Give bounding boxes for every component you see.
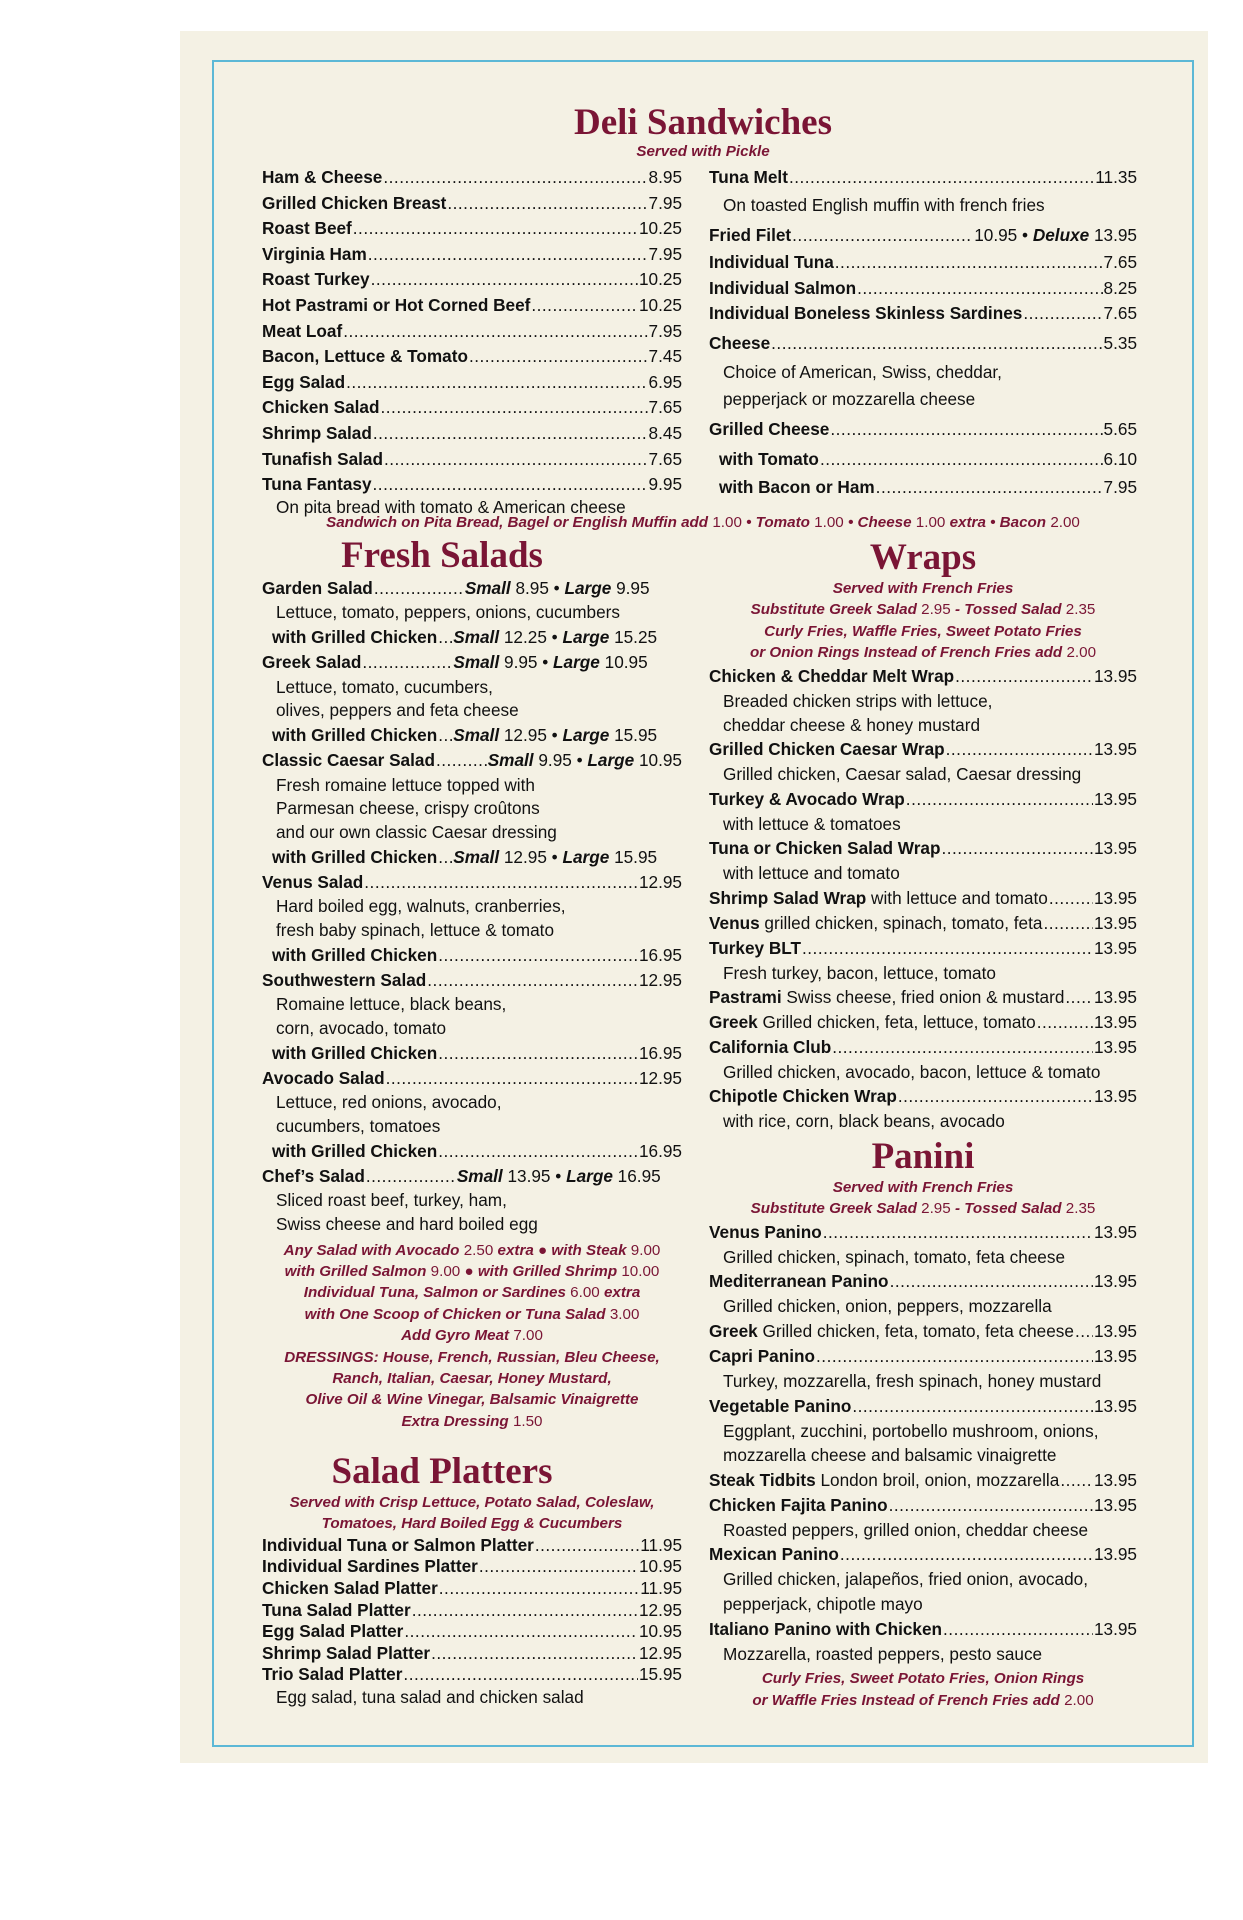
item-description: with rice, corn, black beans, avocado <box>723 1111 1005 1132</box>
menu-item: Avocado Salad ..... 12.95 <box>262 1066 682 1091</box>
item-description: pepperjack or mozzarella cheese <box>723 388 976 409</box>
menu-item: Chicken Salad Platter ..... 11.95 <box>262 1578 682 1600</box>
wraps-note: Curly Fries, Waffle Fries, Sweet Potato Fries <box>764 622 1082 640</box>
item-description: fresh baby spinach, lettuce & tomato <box>276 920 555 940</box>
deli-subtitle: Served with Pickle <box>636 143 770 160</box>
menu-item: Shrimp Salad Wrap with lettuce and tomato ..... 13.95 <box>709 886 1137 911</box>
menu-item: Chipotle Chicken Wrap ..... 13.95 <box>709 1084 1137 1109</box>
panini-note: Served with French Fries <box>832 1179 1014 1196</box>
panini-note: or Waffle Fries Instead of French Fries add 2.00 <box>752 1691 1094 1709</box>
item-description: Grilled chicken, Caesar salad, Caesar dressing <box>723 764 1082 785</box>
menu-item: Steak Tidbits London broil, onion, mozzarella ..... 13.95 <box>709 1468 1137 1493</box>
menu-item: Meat Loaf ..... 7.95 <box>262 319 682 345</box>
item-description: mozzarella cheese and balsamic vinaigrette <box>723 1445 1057 1466</box>
platters-subtitle: Served with Crisp Lettuce, Potato Salad, Coleslaw, <box>289 1494 655 1511</box>
wraps-section <box>709 538 1137 1134</box>
menu-item: Egg Salad ..... 6.95 <box>262 370 682 396</box>
menu-item: Individual Salmon ..... 8.25 <box>709 276 1137 301</box>
menu-item: Italiano Panino with Chicken ..... 13.95 <box>709 1617 1137 1642</box>
menu-item: with Tomato ..... 6.10 <box>709 445 1137 473</box>
item-description: cheddar cheese & honey mustard <box>723 715 981 736</box>
menu-item: Mexican Panino ..... 13.95 <box>709 1542 1137 1567</box>
menu-item: Chef’s Salad ..... Small 13.95 • Large 16.95 <box>262 1164 682 1189</box>
menu-item: Roast Turkey ..... 10.25 <box>262 267 682 293</box>
fresh-salads-title: Fresh Salads <box>341 535 543 576</box>
item-description: Lettuce, tomato, peppers, onions, cucumbers <box>276 602 620 623</box>
menu-item: Individual Tuna or Salmon Platter ..... 11.95 <box>262 1535 682 1557</box>
menu-item: Venus Panino ..... 13.95 <box>709 1220 1137 1245</box>
menu-item: with Bacon or Ham ..... 7.95 <box>709 473 1137 501</box>
menu-item: Chicken & Cheddar Melt Wrap ..... 13.95 <box>709 664 1137 689</box>
item-description: On toasted English muffin with french fries <box>723 195 1045 216</box>
menu-item: Capri Panino ..... 13.95 <box>709 1344 1137 1369</box>
menu-item: Greek Grilled chicken, feta, tomato, feta cheese ..... 13.95 <box>709 1319 1137 1344</box>
item-description: Breaded chicken strips with lettuce, <box>723 690 993 711</box>
deli-title: Deli Sandwiches <box>573 102 832 143</box>
menu-item: Fried Filet ..... 10.95 • Deluxe 13.95 <box>709 220 1137 250</box>
menu-item: Venus grilled chicken, spinach, tomato, feta ..... 13.95 <box>709 911 1137 936</box>
menu-item: Shrimp Salad ..... 8.45 <box>262 421 682 447</box>
menu-item: Pastrami Swiss cheese, fried onion & mustard ..... 13.95 <box>709 985 1137 1010</box>
wraps-note: Served with French Fries <box>832 580 1014 597</box>
item-description: Eggplant, zucchini, portobello mushroom, onions, <box>723 1420 1099 1441</box>
item-description: Lettuce, red onions, avocado, <box>276 1092 502 1113</box>
menu-item: Garden Salad ..... Small 8.95 • Large 9.95 <box>262 576 682 601</box>
menu-item: Turkey BLT ..... 13.95 <box>709 936 1137 961</box>
item-description: Grilled chicken, spinach, tomato, feta cheese <box>723 1246 1066 1267</box>
item-description: Mozzarella, roasted peppers, pesto sauce <box>723 1643 1043 1664</box>
item-description: olives, peppers and feta cheese <box>276 700 519 721</box>
menu-item: Tunafish Salad ..... 7.65 <box>262 447 682 473</box>
menu-item: Grilled Chicken Caesar Wrap ..... 13.95 <box>709 737 1137 762</box>
item-description: Choice of American, Swiss, cheddar, <box>723 361 1002 382</box>
menu-item: Venus Salad ..... 12.95 <box>262 870 682 895</box>
menu-item: Mediterranean Panino ..... 13.95 <box>709 1269 1137 1294</box>
menu-item: Vegetable Panino ..... 13.95 <box>709 1394 1137 1419</box>
menu-item: Tuna or Chicken Salad Wrap ..... 13.95 <box>709 836 1137 861</box>
item-description: with lettuce and tomato <box>723 863 900 884</box>
item-description: Grilled chicken, jalapeños, fried onion, avocado, <box>723 1569 1088 1590</box>
menu-item: with Grilled Chicken ..... 16.95 <box>262 1041 682 1066</box>
menu-item: Virginia Ham ..... 7.95 <box>262 242 682 268</box>
salad-platters-section <box>262 1452 682 1710</box>
item-description: Fresh turkey, bacon, lettuce, tomato <box>723 962 996 983</box>
menu-item: Bacon, Lettuce & Tomato ..... 7.45 <box>262 344 682 370</box>
menu-item: with Grilled Chicken ..... Small 12.95 • Large 15.95 <box>262 723 682 748</box>
salad-platters-title: Salad Platters <box>331 1451 553 1492</box>
menu-item: Greek Salad ..... Small 9.95 • Large 10.95 <box>262 650 682 675</box>
panini-title: Panini <box>871 1136 975 1177</box>
menu-item: with Grilled Chicken ..... Small 12.25 • Large 15.25 <box>262 625 682 650</box>
item-description: Lettuce, tomato, cucumbers, <box>276 676 493 697</box>
menu-item: Tuna Melt ..... 11.35 <box>709 165 1137 190</box>
item-description: pepperjack, chipotle mayo <box>723 1593 923 1614</box>
menu-item: Shrimp Salad Platter ..... 12.95 <box>262 1643 682 1665</box>
menu-item: Individual Tuna ..... 7.65 <box>709 250 1137 275</box>
left-column <box>262 165 682 517</box>
menu-item: Roast Beef ..... 10.25 <box>262 216 682 242</box>
deli-addon-note: Sandwich on Pita Bread, Bagel or English Muffin add 1.00 • Tomato 1.00 • Cheese 1.00 extra • Bacon 2.00 <box>326 514 1080 531</box>
menu-item: Turkey & Avocado Wrap ..... 13.95 <box>709 787 1137 812</box>
item-description: Parmesan cheese, crispy croûtons <box>276 798 540 819</box>
item-description: On pita bread with tomato & American cheese <box>276 496 626 517</box>
menu-item: Chicken Salad ..... 7.65 <box>262 395 682 421</box>
deli-section-header <box>212 103 1194 161</box>
menu-item: Grilled Cheese ..... 5.65 <box>709 413 1137 445</box>
menu-item: Hot Pastrami or Hot Corned Beef ..... 10.25 <box>262 293 682 319</box>
menu-item: Trio Salad Platter ..... 15.95 <box>262 1664 682 1686</box>
platters-subtitle: Tomatoes, Hard Boiled Egg & Cucumbers <box>321 1515 623 1533</box>
menu-item: Tuna Salad Platter ..... 12.95 <box>262 1600 682 1622</box>
item-description: Fresh romaine lettuce topped with <box>276 774 535 795</box>
item-description: Roasted peppers, grilled onion, cheddar cheese <box>723 1519 1088 1540</box>
menu-item: Chicken Fajita Panino ..... 13.95 <box>709 1493 1137 1518</box>
deli-left-list <box>262 165 682 517</box>
item-description: cucumbers, tomatoes <box>276 1116 441 1136</box>
menu-item: Tuna Fantasy ..... 9.95 <box>262 472 682 498</box>
menu-item: Ham & Cheese ..... 8.95 <box>262 165 682 191</box>
item-description: and our own classic Caesar dressing <box>276 822 557 842</box>
menu-item: Classic Caesar Salad ..... Small 9.95 • Large 10.95 <box>262 748 682 773</box>
menu-item: Grilled Chicken Breast ..... 7.95 <box>262 191 682 217</box>
wraps-note: Substitute Greek Salad 2.95 - Tossed Salad 2.35 <box>750 601 1096 619</box>
salad-notes: Any Salad with Avocado 2.50 extra ● with Steak 9.00 with Grilled Salmon 9.00 ● with Grilled Shrimp 10.00 Individual Tuna, Salmon or Sardines 6.00 extra with One Scoop of Chicken or Tuna Salad 3.00 Add Gyro Meat 7.00 DRESSINGS: House, French, Russian, Bleu Cheese, Ranch, Italian, Caesar, Honey Mustard, Olive Oil & Wine Vinegar, Balsamic Vinaigrette Extra Dressing 1.50 <box>283 1241 661 1430</box>
wraps-title: Wraps <box>869 537 977 578</box>
menu-item: Cheese ..... 5.35 <box>709 327 1137 359</box>
item-description: Swiss cheese and hard boiled egg <box>276 1214 538 1234</box>
item-description: Grilled chicken, onion, peppers, mozzarella <box>723 1296 1052 1317</box>
item-description: Egg salad, tuna salad and chicken salad <box>276 1686 584 1707</box>
item-description: Hard boiled egg, walnuts, cranberries, <box>276 896 566 917</box>
menu-item: Greek Grilled chicken, feta, lettuce, tomato ..... 13.95 <box>709 1010 1137 1035</box>
menu-item: with Grilled Chicken ..... Small 12.95 • Large 15.95 <box>262 845 682 870</box>
item-description: with lettuce & tomatoes <box>723 813 901 834</box>
panini-section <box>709 1137 1137 1711</box>
item-description: Sliced roast beef, turkey, ham, <box>276 1190 507 1211</box>
menu-item: Southwestern Salad ..... 12.95 <box>262 968 682 993</box>
menu-item: with Grilled Chicken ..... 16.95 <box>262 1139 682 1164</box>
item-description: Romaine lettuce, black beans, <box>276 994 507 1015</box>
panini-note: Substitute Greek Salad 2.95 - Tossed Salad 2.35 <box>750 1200 1096 1218</box>
menu-item: with Grilled Chicken ..... 16.95 <box>262 943 682 968</box>
fresh-salads-section <box>262 536 682 1432</box>
menu-item: Individual Boneless Skinless Sardines ..... 7.65 <box>709 301 1137 326</box>
menu-item: California Club ..... 13.95 <box>709 1035 1137 1060</box>
menu-item: Individual Sardines Platter ..... 10.95 <box>262 1556 682 1578</box>
menu-item: Egg Salad Platter ..... 10.95 <box>262 1621 682 1643</box>
item-description: Turkey, mozzarella, fresh spinach, honey mustard <box>723 1371 1102 1391</box>
deli-right-list <box>709 165 1137 501</box>
item-description: corn, avocado, tomato <box>276 1018 447 1038</box>
wraps-note: or Onion Rings Instead of French Fries add 2.00 <box>749 644 1097 662</box>
item-description: Grilled chicken, avocado, bacon, lettuce & tomato <box>723 1062 1101 1083</box>
panini-note: Curly Fries, Sweet Potato Fries, Onion Rings <box>761 1670 1085 1688</box>
